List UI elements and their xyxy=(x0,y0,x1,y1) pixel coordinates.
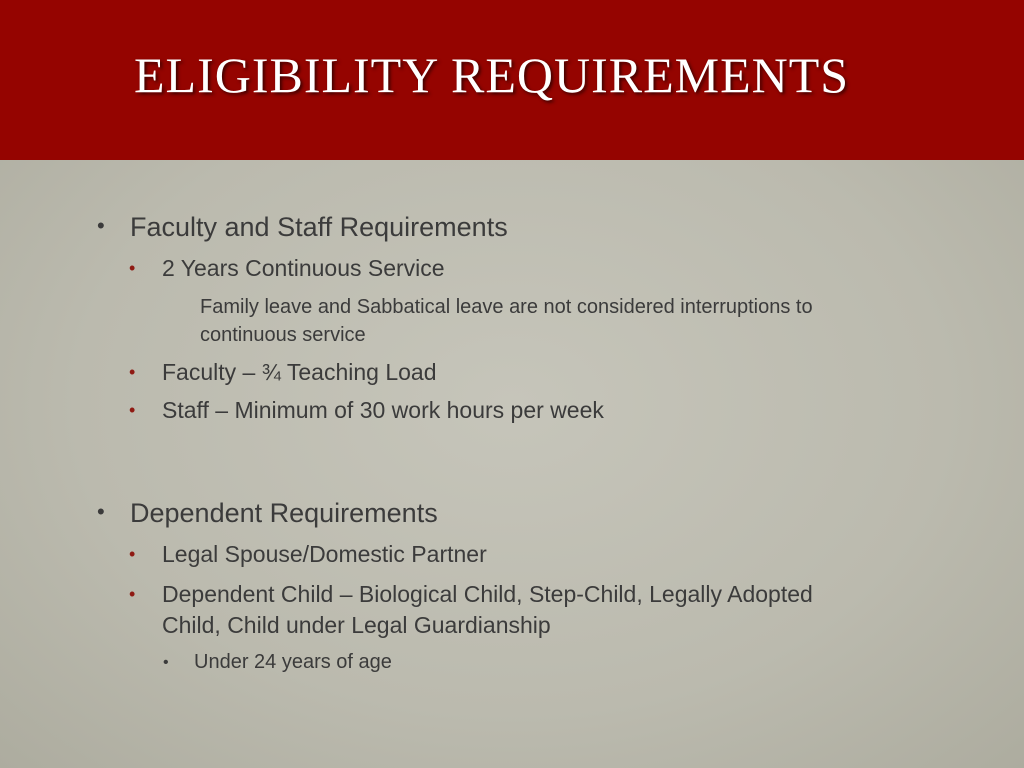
list-item-dependent-child-line-1: Dependent Child – Biological Child, Step-Child, Legally Adopted xyxy=(162,581,813,607)
list-item-faculty-load: Faculty – ¾ Teaching Load xyxy=(162,359,437,385)
bullet-icon: • xyxy=(163,654,169,671)
section-heading-faculty-staff: Faculty and Staff Requirements xyxy=(130,212,508,242)
note-leave-line-1: Family leave and Sabbatical leave are not considered interruptions to xyxy=(200,296,813,318)
list-item-spouse-partner: Legal Spouse/Domestic Partner xyxy=(162,541,487,567)
bullet-icon: • xyxy=(97,499,105,524)
list-item-dependent-child-line-2: Child, Child under Legal Guardianship xyxy=(162,612,551,638)
content-area xyxy=(0,160,1024,768)
bullet-icon: • xyxy=(129,544,136,564)
list-item-continuous-service: 2 Years Continuous Service xyxy=(162,255,445,281)
list-item-staff-hours: Staff – Minimum of 30 work hours per week xyxy=(162,397,604,423)
note-leave-line-2: continuous service xyxy=(200,324,366,346)
title-bar xyxy=(0,0,1024,160)
bullet-icon: • xyxy=(97,213,105,238)
slide-title: ELIGIBILITY REQUIREMENTS xyxy=(134,47,850,103)
bullet-icon: • xyxy=(129,400,136,420)
bullet-icon: • xyxy=(129,584,136,604)
bullet-icon: • xyxy=(129,362,136,382)
bullet-icon: • xyxy=(129,258,136,278)
list-item-age-limit: Under 24 years of age xyxy=(194,651,392,673)
section-heading-dependent: Dependent Requirements xyxy=(130,498,438,528)
